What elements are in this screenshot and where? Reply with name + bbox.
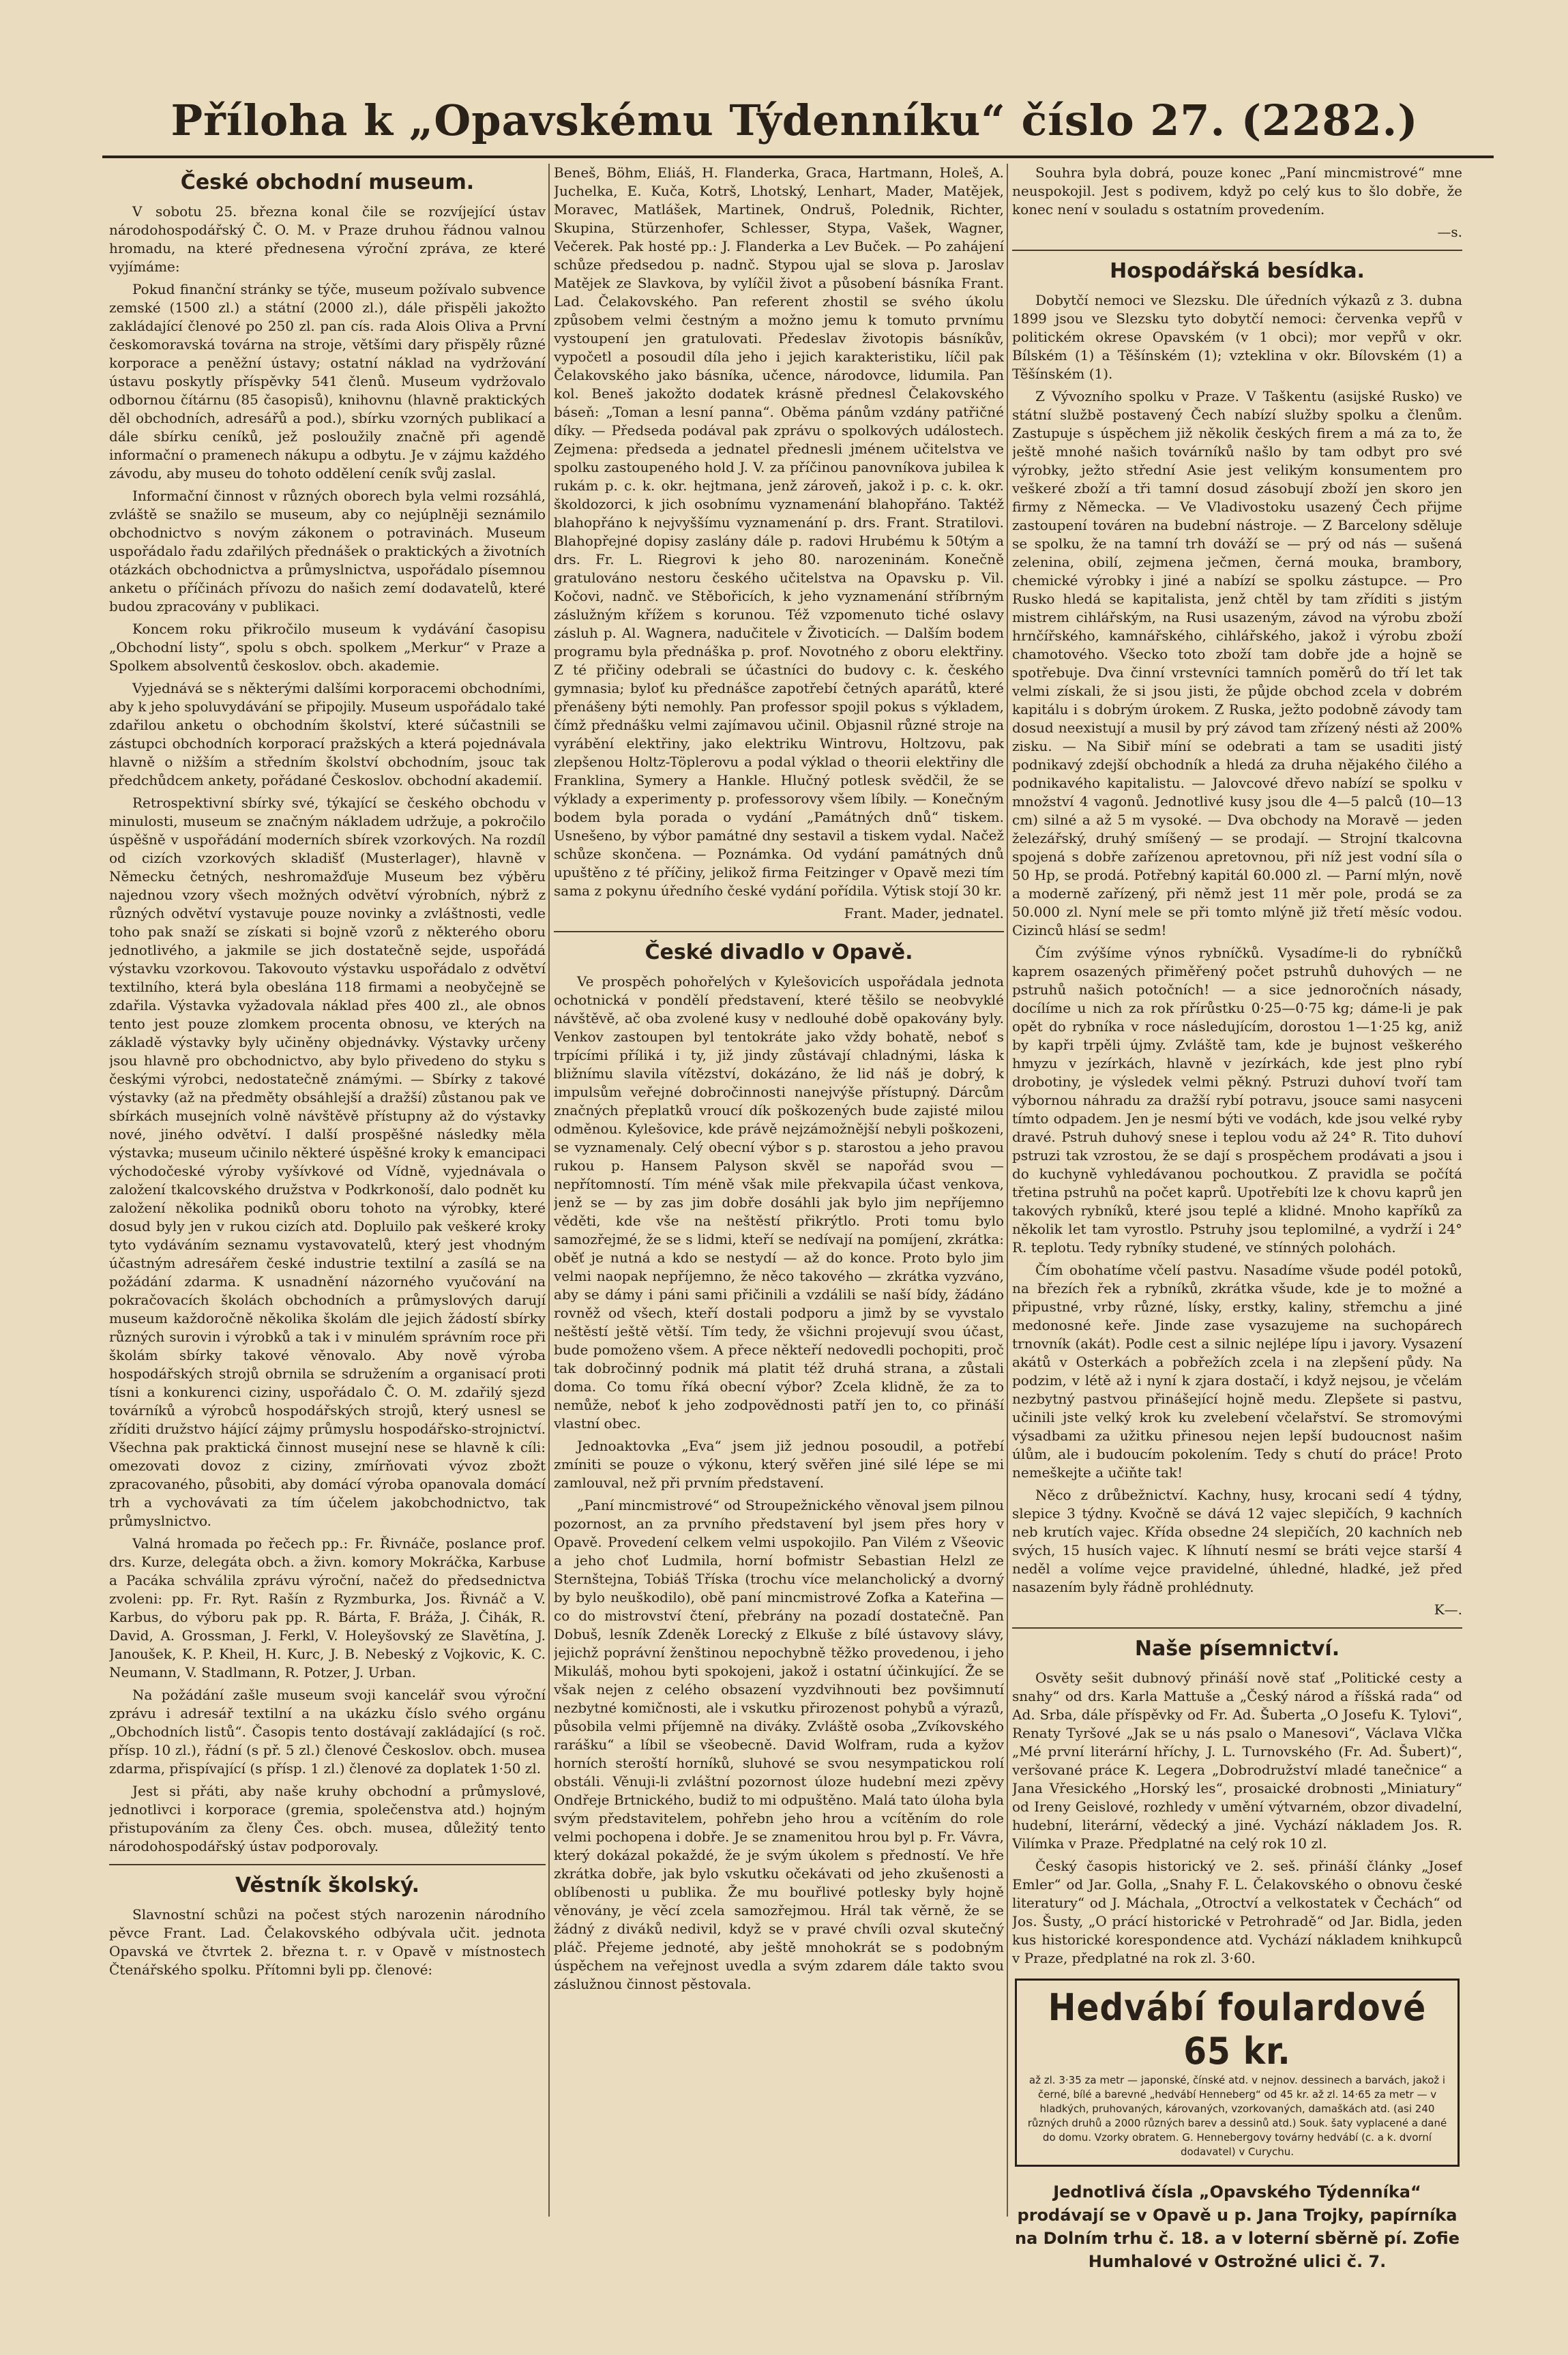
advertisement-box <box>1015 1979 1460 2167</box>
paragraph: V sobotu 25. března konal čile se rozvíjející ústav národohospodářský Č. O. M. v Praze druhou řádnou valnou hromadu, na které přednesena výroční zpráva, ze které vyjímáme: <box>109 203 546 275</box>
paragraph: Valná hromada po řečech pp.: Fr. Řivnáče, poslance prof. drs. Kurze, delegáta obch. a živn. komory Mokráčka, Karbuse a Pacáka schválila zprávu výroční, načež do předsednictva zvoleni: pp. Fr. Ryt. Rašín z Ryzmburka, Jos. Řivnáč a V. Karbus, do výboru pak pp. R. Bárta, F. Bráža, J. Čihák, R. David, A. Grossman, J. Ferkl, V. Holeyšovský ze Slavětína, J. Janoušek, K. P. Kheil, H. Kurc, J. B. Nebeský z Vojkovic, K. C. Neumann, V. Stadlmann, R. Potzer, J. Urban. <box>109 1535 546 1680</box>
paragraph: Jest si přáti, aby naše kruhy obchodní a průmyslové, jednotlivci i korporace (gremia, společenstva atd.) hojným přistupováním za členy Čes. obch. musea, důležitý tento národohospodářský ústav podporovaly. <box>109 1783 546 1854</box>
paragraph: Na požádání zašle museum svoji kancelář svou výroční zprávu i adresář textilní a na ukázku číslo svého orgánu „Obchodních listů“. Časopis tento dostávají zakládající (s roč. přísp. 10 zl.), řádní (s př. 5 zl.) členové Českoslov. obch. musea zdarma, přispívající (s přísp. 1 zl.) členové za doplatek 1·50 zl. <box>109 1687 546 1777</box>
section-divider <box>109 1864 546 1865</box>
article-signature: K—. <box>1434 1601 1462 1618</box>
paragraph: „Paní mincmistrové“ od Stroupežnického věnoval jsem pilnou pozornost, an za prvního představení byl jsem přes hory v Opavě. Provedení celkem velmi uspokojilo. Pan Vilém z Všeovic a jeho choť Ludmila, horní bofmistr Sebastian Helzl ze Sternštejna, Tobiáš Tříska (trochu více melancholický a dvorný by bylo neuškodilo), obě paní mincmistrové Zofka a Kateřina — co do mistrovství čtení, přebrány na pozadí dostatečně. Pan Dobuš, lesník Zdeněk Lorecký z Elkuše z bílé ústavovy slávy, jejichž poprávní ženštinou nepochybně těžko provedenou, i jeho Mikuláš, mohou byti spokojeni, jakož i ostatní účinkující. Že se však nejen z celého obsazení vyzdvihnouti bez povšimnutí nezbytné komičnosti, ale i vskutku přirozenost pohybů a výrazů, působila velmi příjemně na diváky. Zvláště osoba „Zvíkovského rarášku“ a líbil se všeobecně. David Wolfram, ruda a kyžov horních steroští horníků, sluhové se svou nesympatickou rolí obstáli. Věnuji-li zvláštní pozornost úloze hudební mezi zpěvy Ondřeje Brtnického, budiž to mi odpuštěno. Malá tato úloha byla svým představitelem, pohřebn jeho hrou a vcítěním do role velmi pochopena i dobře. Je se znamenitou hrou byl p. Fr. Vávra, který dokázal pokaždé, že je svým úkolem s předností. Ve hře zkrátka dobře, jak bylo vskutku očekávati od jeho zkušenosti a oblíbenosti u publika. Že mu bouřlivé potlesky byly hojně věnovány, je věcí zcela samozřejmou. Hrál tak věrně, že se žádný z diváků nedivil, když se v pravé chvíli ozval skutečný pláč. Přejeme jednoté, aby ještě mnohokrát se s podobným úspěchem na veřejnost uvedla a svým zdarem dále takto svou záslužnou činnost pěstovala. <box>554 1497 1004 1992</box>
paragraph: Beneš, Böhm, Eliáš, H. Flanderka, Graca, Hartmann, Holeš, A. Juchelka, E. Kuča, Kotrš, Lhotský, Lenhart, Mader, Matějek, Moravec, Matlášek, Martinek, Ondruš, Polednik, Richter, Skupina, Stürzenhofer, Schlesser, Stypa, Vašek, Wagner, Večerek. Pak hosté pp.: J. Flanderka a Lev Buček. — Po zahájení schůze předsedou p. nadnč. Stypou ujal se slova p. Jaroslav Matějek ze Slavkova, by vylíčil život a působení básníka Frant. Lad. Čelakovského. Pan referent zhostil se svého úkolu způsobem velmi čestným a možno jemu k tomuto prvnímu vystoupení jen gratulovati. Předeslav životopis básníkův, vypočetl a posoudil díla jeho i jejich karakteristiku, líčil pak Čelakovského jako básníka, učence, národovce, lidumila. Pan kol. Beneš jakožto dodatek krásně přednesl Čelakovského báseň: „Toman a lesní panna“. Oběma pánům vzdány patřičné díky. — Předseda podával pak zprávu o spolkových událostech. Zejmena: předseda a jednatel přednesli jménem učitelstva ve spolku zastoupeného hold J. V. za příčinou panovníkova jubilea k rukám p. c. k. okr. hejtmana, jenž zároveň, jakož i p. c. k. okr. školdozorci, k jich osobnímu vyznamenání blahopřáno. Taktéž blahopřáno k nejvyššímu vyznamenání p. drs. Frant. Stratilovi. Blahopřejné dopisy zaslány dále p. radovi Hrubému k 50tým a drs. Fr. L. Riegrovi k jeho 80. narozeninám. Konečně gratulováno nestoru českého učitelstva na Opavsku p. Vil. Kočovi, nadnč. ve Stěbořicích, k jeho vyznamenání stříbrným záslužným křížem s korunou. Též vzpomenuto tiché oslavy zásluh p. Al. Wagnera, nadučitele v Životicích. — Dalším bodem programu byla přednáška p. prof. Novotného z oboru elektřiny. Z té přičiny odebrali se účastníci do budovy c. k. českého gymnasia; byloť ku přednášce zapotřebí četných aparátů, které přenášeny býti nemohly. Pan professor spojil pokus s výkladem, čímž přednášku velmi zajímavou učinil. Objasnil různé stroje na vyrábění elektřiny, jako elektriku Wintrovu, Holtzovu, pak zlepšenou Holtz-Töplerovu a podal výklad o theorii elektřiny dle Franklina, Symery a Hankle. Hlučný potlesk svědčil, že se výklady a experimenty p. professorovy všem líbily. — Konečným bodem byla porada o vydání „Památných dnů“ tiskem. Usnešeno, by výbor památné dny sestavil a tiskem vydal. Načež schůze skončena. — Poznámka. Od vydání památných dnů upuštěno z té příčiny, jelikož firma Feitzinger v Opavě mezi tím sama z pokynu úředního české vydání pořídila. Výtisk stojí 30 kr. <box>554 164 1004 899</box>
paragraph: Vyjednává se s některými dalšími korporacemi obchodními, aby k jeho spoluvydávání se připojily. Museum uspořádalo také zdařilou anketu o obchodním školství, které súčastnili se zástupci obchodních korporací pražských a která pojednávala hlavně o nižším a středním školství obchodním, jsouc tak předchůdcem ankety, pořádané Českoslov. obchodní akademií. <box>109 680 546 788</box>
paragraph: Ve prospěch pohořelých v Kylešovicích uspořádala jednota ochotnická v pondělí představení, které těšilo se neobvyklé návštěvě, ač oba zvolené kusy v nedlouhé době opakovány byly. Venkov zastoupen byl tentokráte jako vždy bohatě, neboť s trpícími příliká i ty, již jindy zůstávají chladnými, láska k bližnímu slavila vítězství, dokázáno, že lid náš je dobrý, k impulsům veřejné dobročinnosti nanejvýše přístupný. Dárcům značných přeplatků vroucí dík poškozených bude zajisté milou odměnou. Kylešovice, kde právě nejzámožnější nebyli poškozeni, se vyznamenaly. Celý obecní výbor s p. starostou a jeho pravou rukou p. Hansem Palyson skvěl se napořád svou — nepřítomností. Tím méně však mile překvapila účast venkova, jenž se — by zas jim dobře dosáhli jak bylo jim nepříjemno věděti, kde vše na neštěstí přikrýtlo. Proti tomu bylo samozřejmé, že se s lidmi, kteří se nedívají na pomíjení, zkrátka: oběť je nutná a kdo se nestydí — až do konce. Proto bylo jim velmi naopak nepříjemno, že něco takového — zkrátka vyzváno, aby se dámy i páni sami přičinili a vzdálili se naší bídy, žádáno rovněž od všech, kteří dostali podporu a jimž by se vyvstalo neštěstí ještě větší. Tím tedy, že všichni projevují svou účast, bude pomoženo všem. A přece někteří nedovedli pochopiti, proč tak dobročinný podnik má platit též druhá strana, a zůstali doma. Co tomu říká obecní výbor? Zcela klidně, že za to nemůže, neboť k jeho zodpovědnosti patří jen to, co přináší vlastní obec. <box>554 973 1004 1432</box>
sales-notice: Jednotlivá čísla „Opavského Týdenníka“ prodávají se v Opavě u p. Jana Trojky, papírníka na Dolním trhu č. 18. a v loterní sběrně pí. Zofie Humhalové v Ostrožné ulici č. 7. <box>1014 2182 1460 2271</box>
paragraph: Z Vývozního spolku v Praze. V Taškentu (asijské Rusko) ve státní službě postavený Čech nabízí služby spolku a členům. Zastupuje s úspěchem již několik českých firem a má za to, že ještě mnohé našich továrníků našlo by tam odbyt pro své výrobky, ježto střední Asie jest velikým konsumentem pro veškeré zboží a tři tamní dosud zásobují zboží jen skoro jen firmy z Německa. — Ve Vladivostoku usazený Čech přijme zastoupení továren na budební nástroje. — Z Barcelony sděluje se spolku, že na tamní trh dováží se — prý od nás — sušená zelenina, obilí, zejmena ječmen, černá mouka, brambory, chemické výrobky i jiné a nabízí se spolku zástupce. — Pro Rusko hledá se kapitalista, jenž chtěl by tam zříditi s jistým mistrem cihlářským, na Rusi usazeným, závod na výrobu zboží hrnčířského, kamnářského, cihlářského, jakož i výrobu zboží chamotového. Všecko toto zboží tam dobře jde a hojně se spotřebuje. Dva činní vrstevníci tamních poměrů do tří let tak velmi získali, že si jsou jisti, že půjde obchod zcela v dobrém kapitálu i s dobrým úrokem. Z Ruska, ježto podobně závody tam dosud neexistují a musil by prý závod tam zřízený nésti až 200% zisku. — Na Sibiř míní se odebrati a tam se usaditi jistý podnikavý zdejší obchodník a hledá za druha nějakého čilého a podnikavého kapitalistu. — Jalovcové dřevo nabízí se spolku v množství 4 vagonů. Jednotlivé kusy jsou dle 4—5 palců (10—13 cm) silné a až 5 m vysoké. — Dva obchody na Moravě — jeden železářský, druhý smíšený — se prodají. — Strojní tkalcovna spojená s dobře zařízenou apretovnou, při níž jest vodní síla o 50 Hp, se prodá. Potřebný kapitál 60.000 zl. — Parní mlýn, nově a moderně zařízený, při němž jest 11 měr pole, prodá se za 50.000 zl. Nyní mele se při tomto mlýně již třetí měsíc vodou. Cizinců hlásí se sedm! <box>1012 388 1462 938</box>
paragraph: Český časopis historický ve 2. seš. přináší články „Josef Emler“ od Jar. Golla, „Snahy F. L. Čelakovského o obnovu české literatury“ od J. Máchala, „Otroctví a velkostatek v Čechách“ od Jos. Šusty, „O prácí historické v Petrohradě“ od Jar. Bidla, jeden kus historické korespondence atd. Vychází nákladem knihkupců v Praze, předplatné na rok zl. 3·60. <box>1012 1858 1462 1966</box>
column-1 <box>109 164 546 2278</box>
section-title-pisemnictvi: Naše písemnictví. <box>1134 1637 1340 1661</box>
column-divider <box>1007 164 1008 2217</box>
museum-article <box>109 203 546 1856</box>
masthead-title: Příloha k „Opavskému Týdenníku“ číslo 27. (2282.) <box>171 95 1419 145</box>
paragraph: Jednoaktovka „Eva“ jsem již jednou posoudil, a potřebí zmíniti se pouze o výkonu, který svěřen jiné silé lépe se mi zamlouval, než při prvním představení. <box>554 1438 1004 1491</box>
section-divider <box>554 931 1004 932</box>
column-3 <box>1012 164 1462 2278</box>
paragraph: Slavnostní schůzi na počest stých narozenin národního pěvce Frant. Lad. Čelakovského odbývala učit. jednota Opavská ve čtvrtek 2. března t. r. v Opavě v místnostech Čtenářského spolku. Přítomni byli pp. členové: <box>109 1906 546 1978</box>
paragraph: Koncem roku přikročilo museum k vydávání časopisu „Obchodní listy“, spolu s obch. spolkem „Merkur“ v Praze a Spolkem absolventů českoslov. obch. akademie. <box>109 621 546 674</box>
column-2 <box>554 164 1004 2278</box>
paragraph: Čím zvýšíme výnos rybníčků. Vysadíme-li do rybníčků kaprem osazených přiměřený počet pstruhů duhových — ne pstruhů našich potočních! — a sice jednoročních násady, docílíme u nich za rok přírůstku 0·25—0·75 kg; dáme-li je pak opět do rybníka v roce následujícím, dorostou 1—1·25 kg, aniž by kapři trpěli újmy. Zvláště tam, kde je bujnost veškerého hmyzu v jezírkách, hlavně v jezírkách, kde jest plno rybí drobotiny, je výsledek velmi pěkný. Pstruzi duhoví tvoří tam výbornou náhradu za dražší rybí potravu, jsouce sami nasyceni tímto odpadem. Jen je nesmí býti ve vodách, kde jsou velké ryby dravé. Pstruh duhový snese i teplou vodu až 24° R. Tito duhoví pstruzi tak vzrostou, že se dají s prospěchem prodávati a jsou i do kuchyně vyhledávanou pochoutkou. Z pravidla se počítá třetina pstruhů na počet kaprů. Upotřebíti lze k chovu kaprů jen takových rybníků, které jsou teplé a klidné. Mnoho kapříků za několik let tam vyrostlo. Pstruhy jsou teplomilné, a vydrží i 24° R. teplotu. Tedy rybníky studené, ve stínných polohách. <box>1012 945 1462 1256</box>
article-signature: —s. <box>1437 224 1462 240</box>
column-divider <box>548 164 550 2217</box>
article-signature: Frant. Mader, jednatel. <box>844 905 1004 921</box>
paragraph: Něco z drůbežnictví. Kachny, husy, krocani sedí 4 týdny, slepice 3 týdny. Kvočně se dává 12 vajec slepičích, 9 kachních neb krutích vajec. Křída obsedne 24 slepičích, 20 kachních neb svých, 15 husích vajec. K líhnutí nesmí se bráti vejce starší 4 neděl a volíme vejce pravidelné, úhledné, hladké, jež před nasazením byly řádně prohlédnuty. <box>1012 1487 1462 1595</box>
section-title-museum: České obchodní museum. <box>180 171 475 194</box>
paragraph: Čím obohatíme včelí pastvu. Nasadíme všude podél potoků, na březích řek a rybníků, zkrátka všude, kde je to možné a připustné, vrby různé, lísky, erstky, kaliny, střemchu a jiné medonosné keře. Jinde zase vysazujeme na suchopárech trnovník (akát). Podle cest a silnic nejlépe lípu i javory. Vysazení akátů v Osterkách a pobřežích zcela i na zlepšení půdy. Na podzim, v létě až i nyní k zjara dostačí, i když nejsou, je včelám nezbytný pastvou přinášející hojně medu. Zlepšete si pastvu, učinili jste velký krok ku zvelebení včelařství. Se stromovými výsadbami za užitku přinesou nejen lepší budoucnost našim úlům, ale i budoucím pokolením. Tedy s chutí do práce! Proto nemeškejte a učiňte tak! <box>1012 1262 1462 1481</box>
paragraph: Retrospektivní sbírky své, týkající se českého obchodu v minulosti, museum se značným nákladem udržuje, a pokročilo úspěšně v uspořádání moderních sbírek vzorkových. Na rozdíl od cizích vzorkových skladišť (Musterlager), hlavně v Německu četných, neshromažďuje Museum bez výběru najednou vzory všech možných odvětví výrobních, nýbrž z různých odvětví vystavuje pouze novinky a zvláštnosti, vedle toho pak snaží se získati si bojně vzorů z některého oboru jednotlivého, a jakmile se jich dostatečně sejde, uspořádá výstavku vzorkovou. Takovouto výstavku uspořádalo z odvětví textilního, která byla obeslána 118 firmami a neobyčejně se zdařila. Výstavka vyžadovala náklad přes 400 zl., ale obnos tento jest pouze zlomkem procenta obnosu, ve kterých na základě výstavky byly učiněny objednávky. Výstavky určeny jsou hlavně pro obchodnictvo, aby bylo přivedeno do styku s českými výrobci, nedostatečně známými. — Sbírky z takové výstavky (až na předměty obsáhlejší a dražší) zůstanou pak ve sbírkách musejních volně návštěvě přístupny až do výstavky nové, jiného odvětví. I další prospěšné následky měla výstavka; museum učinilo některé úspěšné kroky k emancipaci východočeské výroby vyšívkové od Vídně, vyjednávala o založení tkalcovského družstva v Podkrkonoší, dalo podnět ku založení několika podniků oboru tohoto na výrobky, které dosud byly jen v rukou cizích atd. Dopluilo pak veškeré kroky tyto vydáváním seznamu vystavovatelů, který jest vhodným účastným adresářem české industrie textilní a zasílá se na požádání zdarma. K usnadnění názorného vyučování na pokračovacích školách obchodních a průmyslových darují museum každoročně několika školám dle jejich žádostí sbírky různých surovin i výrobků a tak i v minulém správním roce při školám sbírky takové věnovalo. Aby nově výroba hospodářských strojů obrnila se sdružením a organisací proti tísni a konkurenci ciziny, uspořádalo Č. O. M. zdařilý sjezd továrníků a výrobců hospodářských strojů, který usnesl se zříditi družstvo hájící zájmy průmyslu hospodářsko-strojnictví. Všechna pak praktická činnost musejní nese se hlavně k cíli: omezovati dovoz z ciziny, zmírňovati vývoz zbožt zpracovaného, působiti, aby domácí výroba opanovala domácí trh a vychovávati za tím účelem jakobchodnictvo, tak průmyslnictvo. <box>109 795 546 1529</box>
section-title-divadlo: České divadlo v Opavě. <box>645 940 913 964</box>
paragraph: Dobytčí nemoci ve Slezsku. Dle úředních výkazů z 3. dubna 1899 jsou ve Slezsku tyto dobytčí nemoci: červenka vepřů v politickém okrese Opavském (v 1 obci); mor vepřů v okr. Bílském (1) a Těšínském (1); vzteklina v okr. Bílovském (1) a Těšínském (1). <box>1012 292 1462 382</box>
section-divider <box>1012 1627 1462 1629</box>
section-title-besidka: Hospodářská besídka. <box>1110 259 1365 283</box>
section-title-vestnik: Věstník školský. <box>235 1873 420 1897</box>
paragraph: Osvěty sešit dubnový přináší nově stať „Politické cesty a snahy“ od drs. Karla Mattuše a „Český národ a říšská rada“ od Ad. Srba, dále příspěvky od Fr. Ad. Šuberta „O Josefu K. Tylovi“, Renaty Tyršové „Jak se u nás psalo o Manesovi“, Václava Vlčka „Mé první literární hříchy, J. L. Turnovského (Fr. Ad. Šubert)“, veršované práce K. Legera „Dobrodružství mladé tanečnice“ a Jana Vřesického „Horský les“, prosaické drobnosti „Miniatury“ od Ireny Geislové, rozhledy v umění výtvarném, obzor divadelní, hudební, literární, vědecký a jiné. Vychází nákladem Jos. R. Vilímka v Praze. Předplatné na celý rok 10 zl. <box>1012 1670 1462 1852</box>
section-divider <box>1012 250 1462 251</box>
masthead-rule <box>102 155 1494 158</box>
paragraph: Informační činnost v různých oborech byla velmi rozsáhlá, zvláště se snažilo se museum, aby co nejúplněji seznámilo obchodnictvo s novým zákonem o potravinách. Museum uspořádalo řadu zdařilých přednášek o praktických a životních otázkách obchodnictva a průmyslnictva, uspořádalo písemnou anketu o příčinách přívozu do našich zemí dodavatelů, které budou zpracovány v publikaci. <box>109 488 546 614</box>
paragraph: Pokud finanční stránky se týče, museum požívalo subvence zemské (1500 zl.) a státní (2000 zl.), dále přispěli jakožto zakládající členové po 250 zl. pan cís. rada Alois Oliva a První českomoravská továrna na stroje, většími dary přispěly různé korporace a peněžní ústavy; ostatní náklad na vydržování ústavu poskytly příspěvky 541 členů. Museum vydržovalo odbornou čítárnu (85 časopisů), knihovnu (hlavně praktických děl obchodních, adresářů a pod.), sbírku vzorných publikací a dále sbírku ceníků, jež posloužily značně při agendě informační o pramenech nákupu a odbytu. Je v zájmu každého závodu, aby museu do tohoto oddělení ceník svůj zaslal. <box>109 281 546 482</box>
ad-text: až zl. 3·35 za metr — japonské, čínské atd. v nejnov. dessinech a barvách, jakož i černé, bílé a barevné „hedvábí Henneberg“ od 45 kr. až zl. 14·65 za metr — v hladkých, pruhovaných, károvaných, vzorkovaných, damaškách atd. (asi 240 různých druhů a 2000 různých barev a dessinů atd.) Souk. šaty vyplacené a dané do domu. Vzorky obratem. G. Hennebergovy továrny hedvábí (c. a k. dvorní dodavatel) v Curychu. <box>1027 2074 1447 2158</box>
paragraph: Souhra byla dobrá, pouze konec „Paní mincmistrové“ mne neuspokojil. Jest s podivem, když po celý kus to šlo dobře, že konec není v souladu s ostatním provedením. <box>1012 164 1462 218</box>
ad-title: Hedvábí foulardové 65 kr. <box>1048 1986 1427 2073</box>
